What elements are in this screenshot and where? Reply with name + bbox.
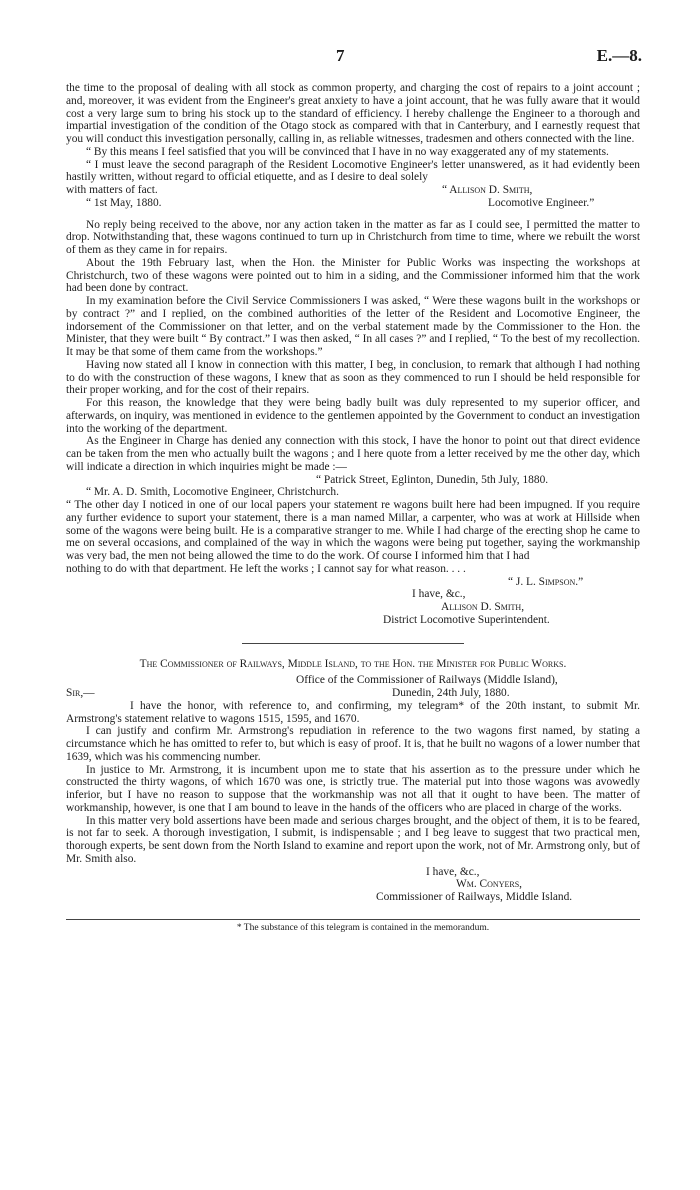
closing-row <box>66 614 640 627</box>
closing-formula: I have, &c., <box>426 865 480 878</box>
letter-date: “ 1st May, 1880. <box>86 196 162 209</box>
memo-salutation: Sir,— <box>66 687 95 699</box>
simpson-address: “ Patrick Street, Eglinton, Dunedin, 5th July, 1880. <box>316 473 549 486</box>
memo-paragraph: In justice to Mr. Armstrong, it is incumbent upon me to state that his assertion as to the pressure under which he constructed the thirty wagons, of which 1670 was one, is strictly true. The material put into those wagons was avowedly inferior, but I have no reason to suppose that the workmanship was not all that it ought to have been. The matter of workmanship, however, is one that I am bound to leave in the hands of the officers who are placed in charge of the works. <box>66 763 640 814</box>
memo-closing-row <box>66 878 640 891</box>
signature-name: “ Allison D. Smith, <box>442 184 533 196</box>
report-paragraph: No reply being received to the above, nor any action taken in the matter as far as I could see, I permitted the matter to drop. Notwithstanding that, these wagons continued to turn up in Christchurch from time to time, where we rebuilt the worst of them as they came in for repairs. <box>66 218 640 256</box>
document-reference: E.—8. <box>596 46 642 65</box>
memo-paragraph: I have the honor, with reference to, and confirming, my telegram* of the 20th instant, to submit Mr. Armstrong's statement relative to wagons 1515, 1595, and 1670. <box>66 699 640 725</box>
report-paragraph: For this reason, the knowledge that they were being badly built was duly represented to my superior officer, and afterwards, on inquiry, was mentioned in evidence to the gentlemen appointed by the Government to conduct an investigation into the working of the department. <box>66 397 640 435</box>
simpson-letter-last-line: nothing to do with that department. He left the works ; I cannot say for what reason. . . . <box>66 562 466 575</box>
memo-place-date: Dunedin, 24th July, 1880. <box>392 687 510 699</box>
simpson-salutation: “ Mr. A. D. Smith, Locomotive Engineer, Christchurch. <box>86 486 339 499</box>
smith-letter-paragraph: “ By this means I feel satisfied that you will be convinced that I have in no way exaggerated any of my statements. <box>86 145 609 158</box>
signature-name: Allison D. Smith, <box>441 601 525 613</box>
memo-heading: The Commissioner of Railways, Middle Island, to the Hon. the Minister for Public Works. <box>139 657 567 670</box>
page-header <box>0 46 700 70</box>
report-paragraph: Having now stated all I know in connection with this matter, I beg, in conclusion, to remark that although I had nothing to do with the construction of these wagons, I knew that as soon as they commenced to run I should be held responsible for their proper working, and for the cost of their repairs. <box>66 358 640 397</box>
signature-title: Locomotive Engineer.” <box>488 196 595 209</box>
page-body <box>66 82 640 935</box>
report-paragraph: In my examination before the Civil Service Commissioners I was asked, “ Were these wagons built in the workshops or by contract ?” and I replied, on the combined authorities of the letter of the Resident and Locomotive Engineer, the indorsement of the Commissioner on that letter, and on the verbal statement made by the Commissioner to the Hon. the Minister, that they were built “ By contract.” I was then asked, “ In all cases ?” and I replied, “ To the best of my recollection. It may be that some of them came from the workshops.” <box>66 295 640 358</box>
smith-letter-signature-row <box>66 184 640 197</box>
closing-row <box>66 588 640 601</box>
simpson-signature-row <box>66 576 640 589</box>
smith-letter-paragraph: the time to the proposal of dealing with all stock as common property, and charging the cost of repairs to a joint account ; and, moreover, it was evident from the Engineer's great anxiety to have a joint account, that he was fully aware that it would cost a very large sum to bring his stock up to the standard of efficiency. I hereby challenge the Engineer to a thorough and impartial investigation of the condition of the Otago stock as compared with that in Canterbury, and I earnestly request that you will conduct this investigation personally, calling in, as reliable witnesses, tradesmen and others connected with the line. <box>66 82 640 145</box>
report-paragraph: About the 19th February last, when the Hon. the Minister for Public Works was inspecting the workshops at Christchurch, two of these wagons were pointed out to him in a siding, and the Commissioner informed him that the work had been done by contract. <box>66 256 640 295</box>
simpson-letter-body: “ The other day I noticed in one of our local papers your statement re wagons built here had been impugned. If you require any further evidence to suport your statement, there is a man named Millar, a carpenter, who was at work at Hillside when some of the wagons were being built. He is a comparative stranger to me. While I had charge of the erecting shop he came to me on several occasions, and complained of the way in which the wagons were being put together, saying the workmanship was very bad, the men not being allowed the time to do the work. Of course I informed him that I had <box>66 499 640 562</box>
memo-office: Office of the Commissioner of Railways (Middle Island), <box>296 674 558 687</box>
simpson-address-row <box>66 474 640 487</box>
closing-formula: I have, &c., <box>412 588 466 601</box>
memo-office-row <box>66 674 640 687</box>
closing-row <box>66 601 640 614</box>
memo-closing-row <box>66 866 640 879</box>
memo-salutation-row <box>66 687 640 700</box>
section-divider <box>242 643 464 644</box>
smith-letter-last-line: with matters of fact. <box>66 184 158 196</box>
signature-title: Commissioner of Railways, Middle Island. <box>376 891 573 903</box>
footnote-rule <box>66 919 640 920</box>
signature-title: District Locomotive Superintendent. <box>383 613 550 626</box>
smith-letter-date-row <box>66 197 640 210</box>
page-number: 7 <box>336 46 345 65</box>
memo-paragraph: I can justify and confirm Mr. Armstrong's repudiation in reference to the two wagons first named, by stating a circumstance which he has omitted to refer to, but which is easy of proof. It is, that he built no wagons of a lower number that 1639, which was his commencing number. <box>66 725 640 763</box>
memo-closing-row <box>66 891 640 904</box>
footnote: * The substance of this telegram is contained in the memorandum. <box>236 922 490 933</box>
report-paragraph: As the Engineer in Charge has denied any connection with this stock, I have the honor to point out that direct evidence can be taken from the men who actually built the wagons ; and I here quote from a letter received by me the other day, which will indicate a direction in which inquiries might be made :— <box>66 435 640 473</box>
simpson-signature: “ J. L. Simpson.” <box>508 575 584 588</box>
smith-letter-paragraph: “ I must leave the second paragraph of the Resident Locomotive Engineer's letter unanswered, as it had evidently been hastily written, without regard to official etiquette, and as I desire to deal solely <box>66 158 640 184</box>
memo-paragraph: In this matter very bold assertions have been made and serious charges brought, and the object of them, it is to be feared, is not far to seek. A thorough investigation, I submit, is indispensable ; and I beg leave to suggest that two practical men, thorough experts, be sent down from the North Island to examine and report upon the work, not of Mr. Armstrong only, but of Mr. Smith also. <box>66 814 640 865</box>
signature-name: Wm. Conyers, <box>456 878 523 891</box>
simpson-signature-row <box>66 563 640 576</box>
